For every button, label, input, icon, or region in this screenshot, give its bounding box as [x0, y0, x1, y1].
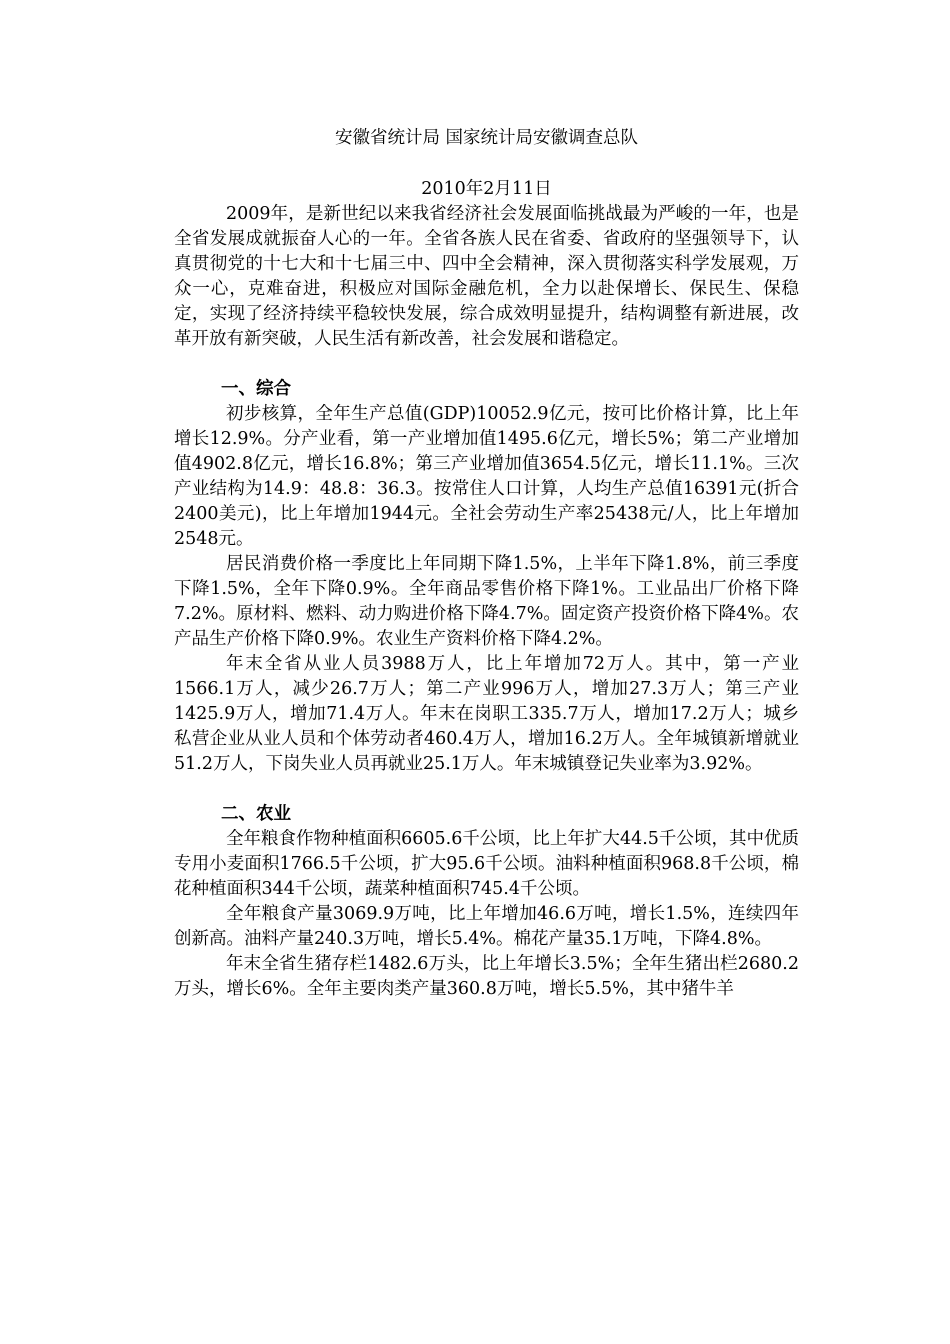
document-body [174, 126, 799, 1002]
paragraph-livestock: 年末全省生猪存栏1482.6万头，比上年增长3.5%；全年生猪出栏2680.2万头，增长6%。全年主要肉类产量360.8万吨，增长5.5%，其中猪牛羊 [174, 954, 799, 999]
intro-paragraph: 2009年，是新世纪以来我省经济社会发展面临挑战最为严峻的一年，也是全省发展成就振奋人心的一年。全省各族人民在省委、省政府的坚强领导下，认真贯彻党的十七大和十七届三中、四中全会精神，深入贯彻落实科学发展观，万众一心，克难奋进，积极应对国际金融危机，全力以赴保增长、保民生、保稳定，实现了经济持续平稳较快发展，综合成效明显提升，结构调整有新进展，改革开放有新突破，人民生活有新改善，社会发展和谐稳定。 [174, 204, 799, 349]
agency-header: 安徽省统计局 国家统计局安徽调查总队 [334, 128, 639, 148]
paragraph-gdp: 初步核算，全年生产总值(GDP)10052.9亿元，按可比价格计算，比上年增长12.9%。分产业看，第一产业增加值1495.6亿元，增长5%；第二产业增加值4902.8亿元，增长16.8%；第三产业增加值3654.5亿元，增长11.1%。三次产业结构为14.9：48.8：36.3。按常住人口计算，人均生产总值16391元(折合2400美元)，比上年增加1944元。全社会劳动生产率25438元/人，比上年增加2548元。 [174, 404, 799, 549]
section-heading-agriculture: 二、农业 [221, 804, 291, 824]
paragraph-grain-output: 全年粮食产量3069.9万吨，比上年增加46.6万吨，增长1.5%，连续四年创新高。油料产量240.3万吨，增长5.4%。棉花产量35.1万吨，下降4.8%。 [174, 904, 799, 949]
paragraph-planting-area: 全年粮食作物种植面积6605.6千公顷，比上年扩大44.5千公顷，其中优质专用小麦面积1766.5千公顷，扩大95.6千公顷。油料种植面积968.8千公顷，棉花种植面积344千公顷，蔬菜种植面积745.4千公顷。 [174, 829, 799, 899]
paragraph-prices: 居民消费价格一季度比上年同期下降1.5%，上半年下降1.8%，前三季度下降1.5%，全年下降0.9%。全年商品零售价格下降1%。工业品出厂价格下降7.2%。原材料、燃料、动力购进价格下降4.7%。固定资产投资价格下降4%。农产品生产价格下降0.9%。农业生产资料价格下降4.2%。 [174, 554, 799, 649]
publication-date: 2010年2月11日 [421, 179, 552, 199]
section-heading-comprehensive: 一、综合 [221, 379, 291, 399]
paragraph-employment: 年末全省从业人员3988万人，比上年增加72万人。其中，第一产业1566.1万人，减少26.7万人；第二产业996万人，增加27.3万人；第三产业1425.9万人，增加71.4万人。年末在岗职工335.7万人，增加17.2万人；城乡私营企业从业人员和个体劳动者460.4万人，增加16.2万人。全年城镇新增就业51.2万人，下岗失业人员再就业25.1万人。年末城镇登记失业率为3.92%。 [174, 654, 799, 774]
